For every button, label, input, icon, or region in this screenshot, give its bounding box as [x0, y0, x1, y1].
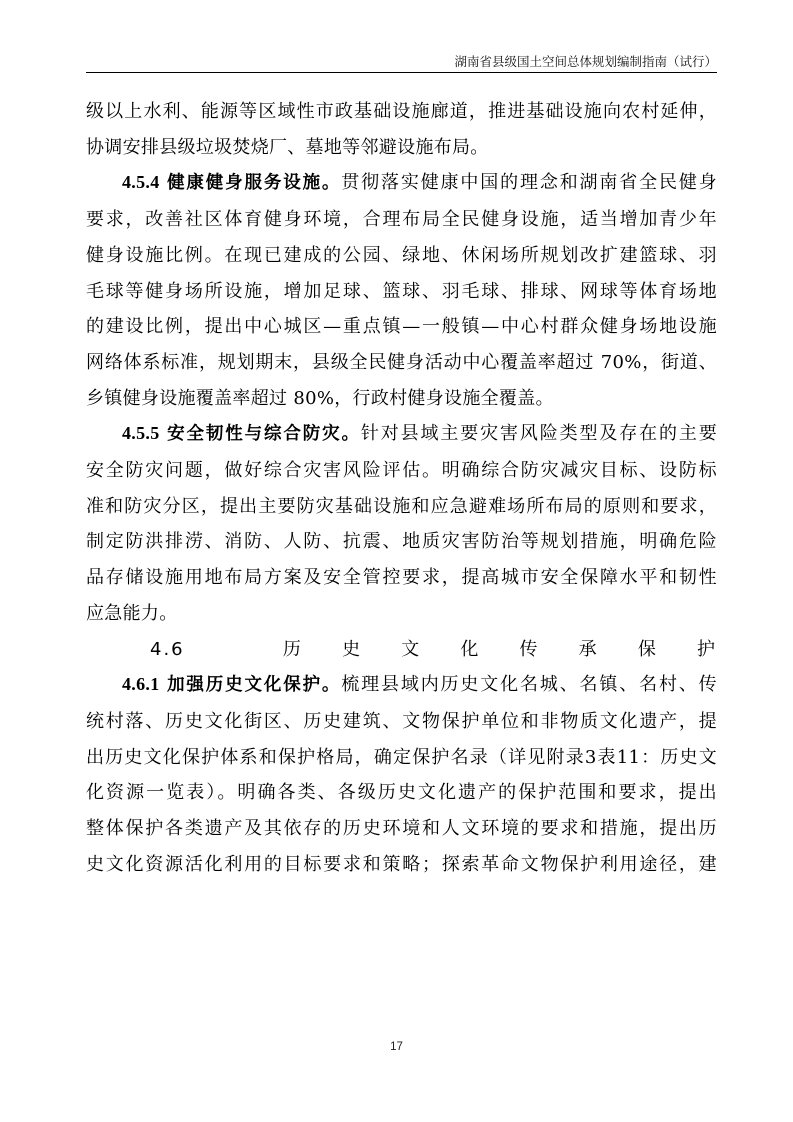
clause-title: 安全韧性与综合防灾。 [167, 424, 361, 445]
text-line: 乡镇健身设施覆盖率超过 80%，行政村健身设施全覆盖。 [86, 387, 554, 409]
text-line: 出历史文化保护体系和保护格局，确定保护名录（详见附录3表11：历史文 [86, 746, 717, 768]
text-line [86, 165, 717, 202]
clause-title: 加强历史文化保护。 [167, 675, 342, 696]
header-title: 湖南省县级国土空间总体规划编制指南（试行） [454, 54, 717, 69]
text-line: 品存储设施用地布局方案及安全管控要求，提高城市安全保障水平和韧性 [86, 567, 717, 589]
text-line: 史文化资源活化利用的目标要求和策略；探索革命文物保护利用途径，建 [86, 853, 717, 875]
section-heading-4-6: 4.6 历史文化传承保护 [150, 638, 717, 660]
page-number: 17 [390, 1041, 403, 1053]
page-header [86, 50, 717, 73]
paragraph-4-5-5 [86, 416, 717, 631]
text-line: 健身设施比例。在现已建成的公园、绿地、休闲场所规划改扩建篮球、羽 [86, 244, 717, 266]
text-line: 准和防灾分区，提出主要防灾基础设施和应急避难场所布局的原则和要求， [86, 495, 717, 517]
document-body [86, 94, 717, 882]
text-line: 网络体系标准，规划期末，县级全民健身活动中心覆盖率超过 70%，街道、 [86, 351, 717, 373]
clause-title: 健康健身服务设施。 [167, 173, 342, 194]
text-line: 的建设比例，提出中心城区—重点镇—一般镇—中心村群众健身场地设施 [86, 316, 717, 338]
text-line: 制定防洪排涝、消防、人防、抗震、地质灾害防治等规划措施，明确危险 [86, 531, 717, 553]
clause-text: 针对县域主要灾害风险类型及存在的主要 [360, 423, 718, 445]
clause-text: 贯彻落实健康中国的理念和湖南省全民健身 [341, 172, 717, 194]
text-line: 要求，改善社区体育健身环境，合理布局全民健身设施，适当增加青少年 [86, 209, 717, 231]
text-line [86, 416, 717, 453]
text-line: 毛球等健身场所设施，增加足球、篮球、羽毛球、排球、网球等体育场地 [86, 280, 717, 302]
clause-number: 4.5.5 [122, 423, 160, 444]
text-line: 协调安排县级垃圾焚烧厂、墓地等邻避设施布局。 [86, 136, 489, 158]
text-line: 安全防灾问题，做好综合灾害风险评估。明确综合防灾减灾目标、设防标 [86, 460, 717, 482]
text-line: 应急能力。 [86, 602, 178, 624]
clause-number: 4.5.4 [122, 172, 160, 193]
clause-number: 4.6.1 [122, 674, 160, 695]
paragraph-4-5-4 [86, 165, 717, 416]
text-line [86, 667, 717, 704]
text-line: 级以上水利、能源等区域性市政基础设施廊道，推进基础设施向农村延伸， [86, 101, 717, 122]
paragraph-4-6-1 [86, 667, 717, 882]
clause-text: 梳理县域内历史文化名城、名镇、名村、传 [341, 674, 717, 696]
paragraph-continued [86, 94, 717, 165]
text-line: 整体保护各类遗产及其依存的历史环境和人文环境的要求和措施，提出历 [86, 818, 717, 840]
text-line: 统村落、历史文化街区、历史建筑、文物保护单位和非物质文化遗产，提 [86, 710, 717, 732]
text-line: 化资源一览表）。明确各类、各级历史文化遗产的保护范围和要求，提出 [86, 782, 717, 804]
